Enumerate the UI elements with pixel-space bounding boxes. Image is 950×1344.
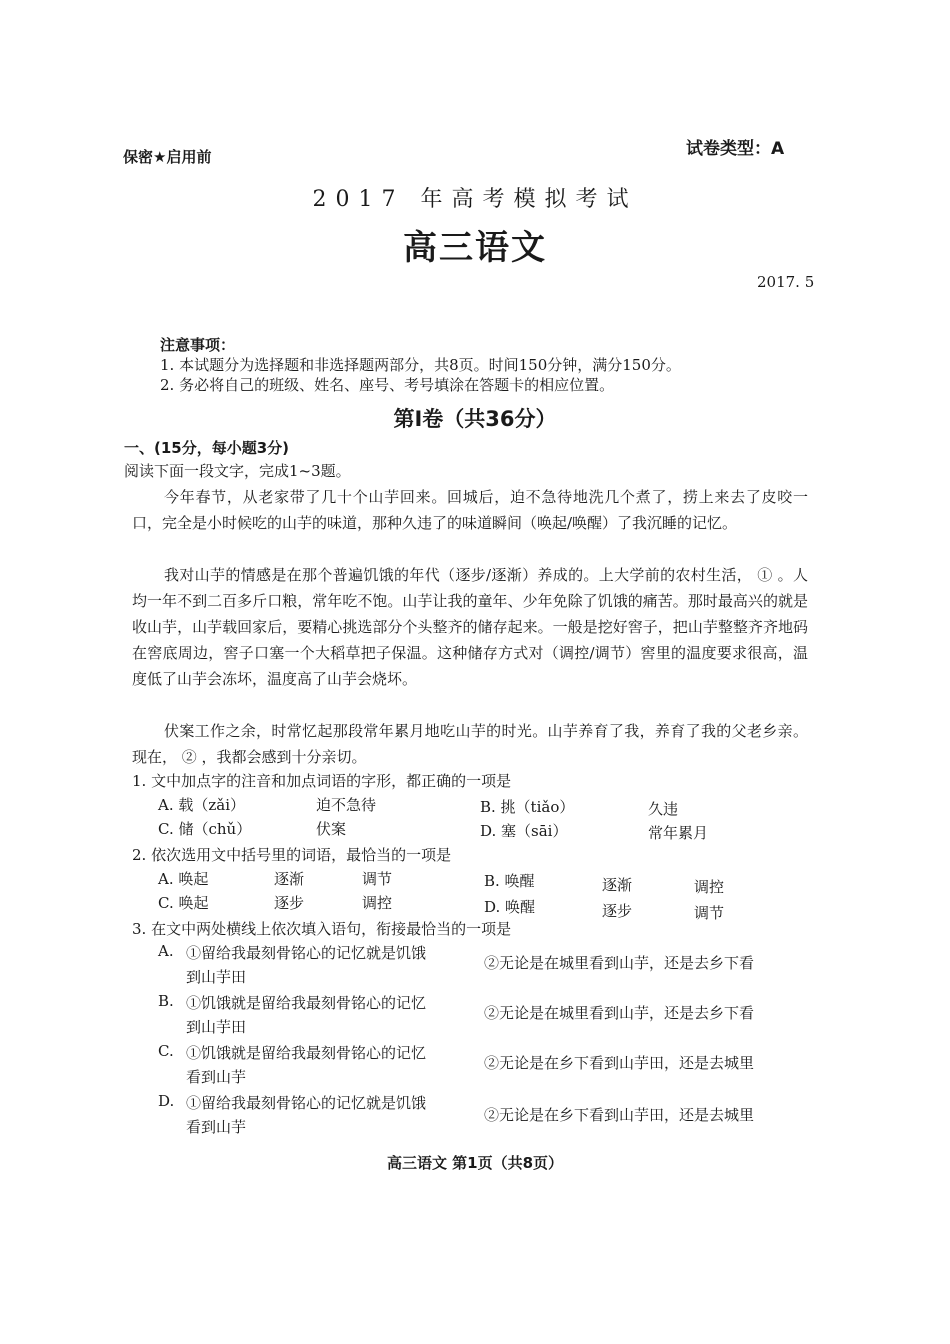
q3-option-a-part2: ②无论是在城里看到山芋，还是去乡下看 (484, 954, 755, 972)
q3-option-b-part2: ②无论是在城里看到山芋，还是去乡下看 (484, 1004, 755, 1022)
q1-option-c-word: 伏案 (316, 820, 347, 838)
q1-option-c-label: C. 储（chǔ） (158, 820, 252, 838)
section-heading: 一、(15分，每小题3分) (124, 439, 290, 457)
q1-option-a-label: A. 载（zǎi） (158, 796, 246, 814)
q2-option-b-word3: 调控 (694, 878, 725, 896)
q2-option-c-label: C. 唤起 (158, 894, 209, 912)
passage-paragraph: 伏案工作之余，时常忆起那段常年累月地吃山芋的时光。山芋养育了我，养育了我的父老乡亲。现在， ② ，我都会感到十分亲切。 (132, 722, 808, 766)
question-3-stem: 3. 在文中两处横线上依次填入语句，衔接最恰当的一项是 (132, 920, 512, 938)
q1-option-b-word: 久违 (648, 800, 679, 818)
q3-option-d-cont: 看到山芋 (186, 1118, 247, 1136)
section-instruction: 阅读下面一段文字，完成1~3题。 (124, 462, 351, 480)
q2-option-b-label: B. 唤醒 (484, 872, 535, 890)
q2-option-c-word3: 调控 (362, 894, 393, 912)
q1-option-d-word: 常年累月 (648, 824, 709, 842)
q2-option-c-word2: 逐步 (274, 894, 305, 912)
paper-type-label: 试卷类型：A (686, 139, 785, 159)
question-1-stem: 1. 文中加点字的注音和加点词语的字形，都正确的一项是 (132, 772, 512, 790)
q3-option-b-part1: ①饥饿就是留给我最刻骨铭心的记忆 (186, 994, 427, 1012)
q2-option-a-word3: 调节 (362, 870, 393, 888)
q2-option-d-label: D. 唤醒 (484, 898, 536, 916)
passage-paragraph: 我对山芋的情感是在那个普遍饥饿的年代（逐步/逐渐）养成的。上大学前的农村生活， ① 。人均一年不到二百多斤口粮，常年吃不饱。山芋让我的童年、少年免除了饥饿的痛苦。那时最高兴的就是收山芋，山芋载回家后，要精心挑选部分个头整齐的储存起来。一般是挖好窖子，把山芋整整齐齐地码在窖底周边，窖子口塞一个大稻草把子保温。这种储存方式对（调控/调节）窖里的温度要求很高，温度低了山芋会冻坏，温度高了山芋会烧坏。 (132, 566, 808, 688)
confidential-label: 保密★启用前 (123, 148, 212, 166)
question-2-stem: 2. 依次选用文中括号里的词语，最恰当的一项是 (132, 846, 452, 864)
q2-option-a-word2: 逐渐 (274, 870, 305, 888)
q3-option-c-part1: ①饥饿就是留给我最刻骨铭心的记忆 (186, 1044, 427, 1062)
q3-option-a-cont: 到山芋田 (186, 968, 247, 986)
page-footer: 高三语文 第1页（共8页） (386, 1154, 564, 1172)
q3-option-d-part2: ②无论是在乡下看到山芋田，还是去城里 (484, 1106, 755, 1124)
q3-option-b-label: B. (158, 992, 174, 1010)
exam-title: 2017 年高考模拟考试 (312, 187, 638, 212)
q3-option-a-label: A. (158, 942, 174, 960)
q3-option-a-part1: ①留给我最刻骨铭心的记忆就是饥饿 (186, 944, 427, 962)
q1-option-a-word: 迫不急待 (316, 796, 377, 814)
q2-option-a-label: A. 唤起 (158, 870, 209, 888)
volume-title: 第Ⅰ卷（共36分） (393, 407, 557, 431)
q2-option-b-word2: 逐渐 (602, 876, 633, 894)
q3-option-d-label: D. (158, 1092, 175, 1110)
passage-paragraph: 今年春节，从老家带了几十个山芋回来。回城后，迫不急待地洗几个煮了，捞上来去了皮咬一口，完全是小时候吃的山芋的味道，那种久违了的味道瞬间（唤起/唤醒）了我沉睡的记忆。 (132, 488, 808, 532)
exam-date: 2017. 5 (757, 273, 815, 291)
notes-heading: 注意事项： (160, 336, 236, 354)
q1-option-b-label: B. 挑（tiǎo） (480, 798, 575, 816)
q3-option-d-part1: ①留给我最刻骨铭心的记忆就是饥饿 (186, 1094, 427, 1112)
q3-option-c-part2: ②无论是在乡下看到山芋田，还是去城里 (484, 1054, 755, 1072)
q3-option-b-cont: 到山芋田 (186, 1018, 247, 1036)
q3-option-c-label: C. (158, 1042, 174, 1060)
q2-option-d-word2: 逐步 (602, 902, 633, 920)
q1-option-d-label: D. 塞（sāi） (480, 822, 568, 840)
note-item: 2. 务必将自己的班级、姓名、座号、考号填涂在答题卡的相应位置。 (160, 376, 615, 394)
q3-option-c-cont: 看到山芋 (186, 1068, 247, 1086)
subject-title: 高三语文 (403, 228, 547, 268)
q2-option-d-word3: 调节 (694, 904, 725, 922)
note-item: 1. 本试题分为选择题和非选择题两部分，共8页。时间150分钟，满分150分。 (160, 356, 681, 374)
